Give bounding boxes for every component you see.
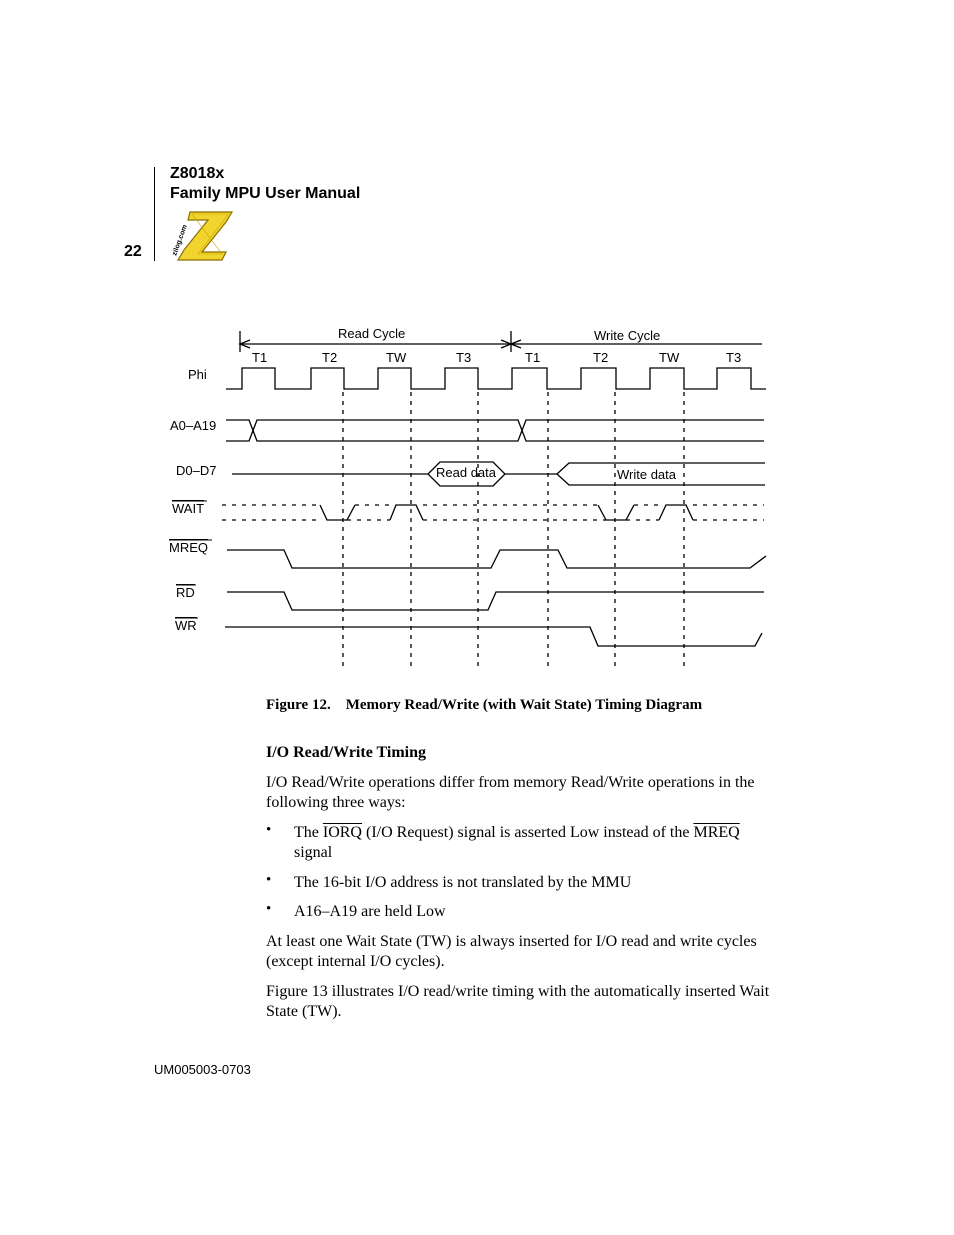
state-label: TW: [659, 350, 680, 365]
figure-number: Figure 12.: [266, 697, 331, 713]
bullet-item-1: The IORQ (I/O Request) signal is asserted Low instead of the MREQ signal: [294, 824, 740, 861]
time-markers: [343, 392, 684, 666]
figure-title: Memory Read/Write (with Wait State) Timing Diagram: [345, 697, 703, 713]
header-divider: [154, 167, 155, 261]
state-label: T1: [252, 350, 268, 365]
document-title: Z8018x: [170, 165, 225, 182]
state-label: T3: [726, 350, 742, 365]
write-cycle-label: Write Cycle: [594, 328, 661, 343]
iorq-signal: IORQ: [322, 824, 362, 841]
paragraph-figure-ref: Figure 13 illustrates I/O read/write timing with the automatically inserted Wait State (TW).: [266, 983, 770, 1020]
rd-label: RD: [176, 585, 195, 600]
state-label: T1: [525, 350, 541, 365]
wait-waveform: [320, 505, 355, 520]
bullet-item-2: The 16-bit I/O address is not translated by the MMU: [294, 874, 632, 891]
page-number: 22: [124, 243, 142, 260]
write-data-label: Write data: [617, 467, 677, 482]
wait-label: WAIT: [172, 501, 205, 516]
phi-label: Phi: [188, 367, 207, 382]
bullet-marker: •: [266, 822, 272, 838]
bullet-marker: •: [266, 872, 272, 888]
bullet-item-3: A16–A19 are held Low: [294, 903, 446, 920]
state-label: T2: [322, 350, 338, 365]
address-label: A0–A19: [170, 418, 217, 433]
document-code: UM005003-0703: [154, 1062, 251, 1077]
bullet-marker: •: [266, 901, 272, 917]
zilog-logo: [168, 208, 234, 264]
state-label: TW: [386, 350, 407, 365]
mreq-label: MREQ: [169, 540, 208, 555]
logo-text: zilog.com: [171, 223, 189, 257]
wr-waveform: [225, 627, 762, 646]
timing-diagram: [160, 318, 780, 678]
document-subtitle: Family MPU User Manual: [170, 185, 361, 202]
figure-caption: [266, 697, 702, 714]
read-data-label: Read data: [436, 465, 496, 480]
phi-waveform: [226, 368, 766, 389]
address-bus-waveform: [226, 420, 764, 441]
state-label: T2: [593, 350, 609, 365]
section-heading: I/O Read/Write Timing: [266, 744, 427, 761]
paragraph-wait-state: At least one Wait State (TW) is always inserted for I/O read and write cycles (except internal I/O cycles).: [266, 933, 757, 970]
mreq-signal: MREQ: [693, 824, 740, 841]
intro-paragraph: I/O Read/Write operations differ from memory Read/Write operations in the following three ways:: [266, 774, 755, 811]
read-cycle-label: Read Cycle: [338, 326, 406, 341]
mreq-waveform: [227, 550, 766, 568]
data-label: D0–D7: [176, 463, 217, 478]
wr-label: WR: [175, 618, 197, 633]
state-label: T3: [456, 350, 472, 365]
